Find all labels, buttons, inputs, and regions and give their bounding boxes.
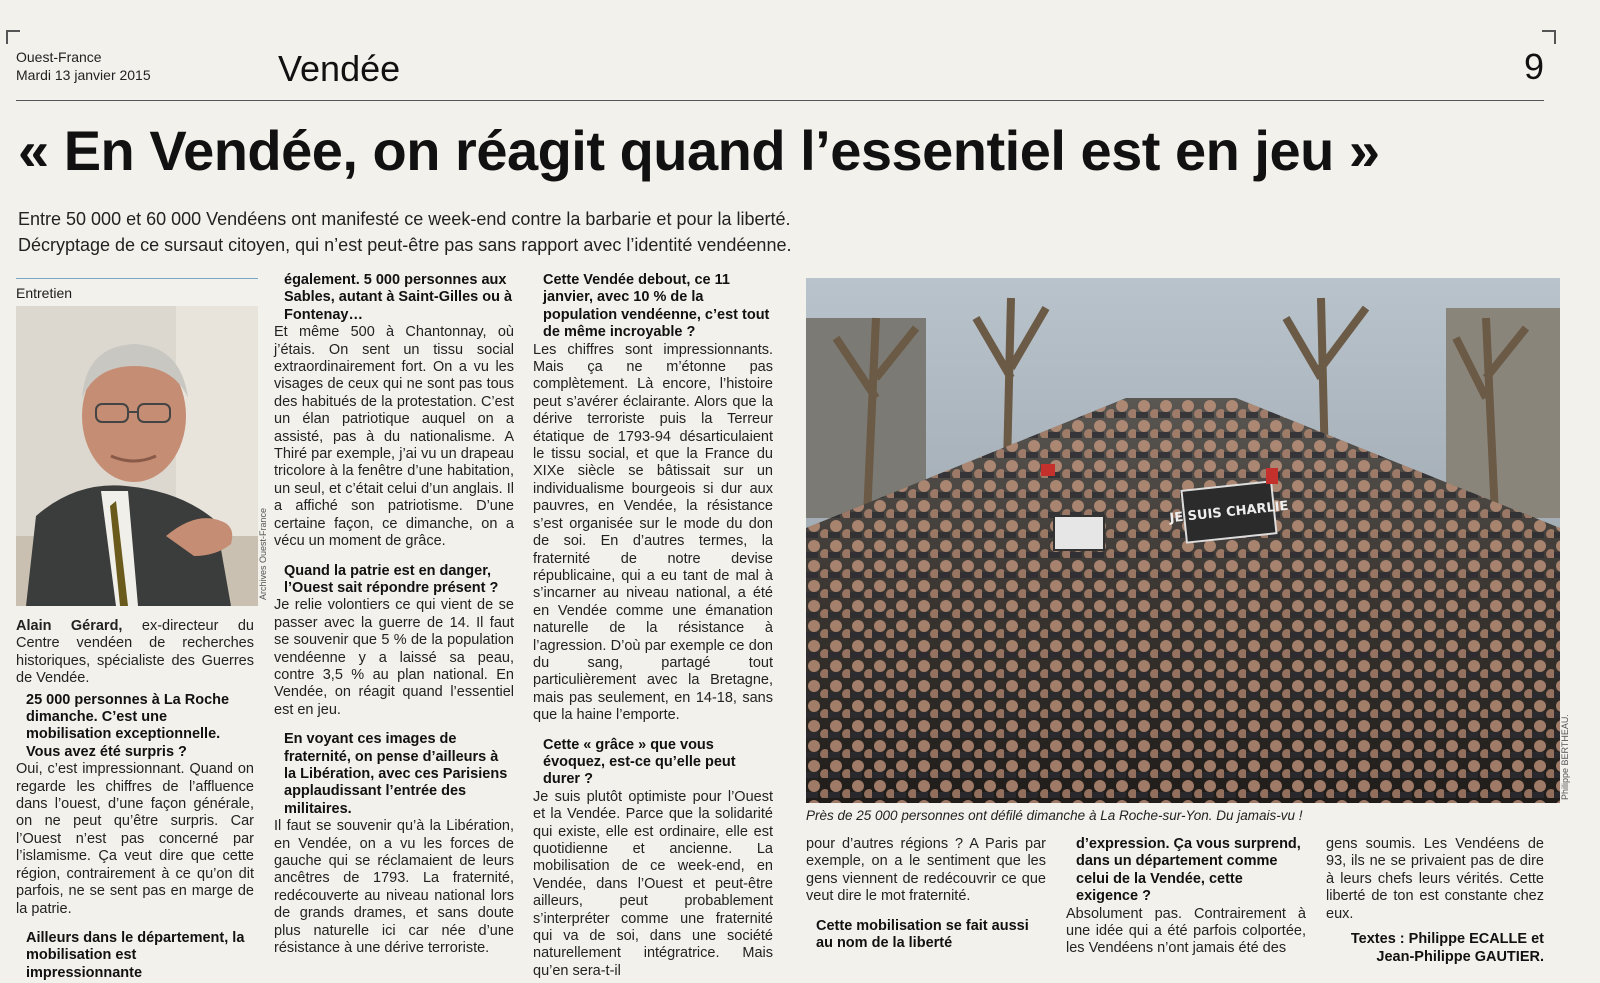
column-2 bbox=[274, 272, 514, 957]
question: Ailleurs dans le département, la mobilisation est impressionnante bbox=[26, 929, 245, 981]
crowd-photo bbox=[806, 278, 1560, 803]
answer: Il faut se souvenir qu’à la Libération, en Vendée, on a vu les forces de gauche qui se réclamaient de leurs ancêtres de 1793. La fraternité, redécouverte au niveau national lors de grands drames, et sans doute plus naturelle ici car née d’une résistance à une dérive terroriste. bbox=[274, 818, 514, 957]
standfirst-line: Entre 50 000 et 60 000 Vendéens ont manifesté ce week-end contre la barbarie et pour la liberté. bbox=[18, 209, 791, 229]
column-1 bbox=[16, 618, 254, 982]
answer: Les chiffres sont impressionnants. Mais ça ne m’étonne pas complètement. Là encore, l’histoire peut s’avérer éclairante. Alors que la dérive terroriste puis la Terreur étatique de 1793-94 désarticulaient le tissu social, et que la France du XIXe siècle se bâtissait sur un individualisme bourgeois si dur aux pauvres, en Vendée, la résistance s’est organisée sur le mode du don de soi. En d’autres termes, la fraternité de notre devise républicaine, qui a eu tant de mal à s’incarner au niveau national, a été en Vendée comme une émanation naturelle de la résistance à l’agression. D’où par exemple ce don du sang, partagé tout particulièrement avec la Bretagne, mais pas seulement, en 14-18, sans que la haine l’emporte. bbox=[533, 341, 773, 724]
question: d’expression. Ça vous surprend, dans un département comme celui de la Vendée, cette exigence ? bbox=[1076, 836, 1301, 905]
answer: gens soumis. Les Vendéens de 93, ils ne se privaient pas de dire à leurs chefs leurs vérités. Cette liberté de ton est constante chez eux. bbox=[1326, 836, 1544, 922]
protest-sign: JE SUIS CHARLIE bbox=[1168, 498, 1290, 527]
question: 25 000 personnes à La Roche dimanche. C’est une mobilisation exceptionnelle. Vous avez été surpris ? bbox=[26, 691, 230, 760]
issue-date: Mardi 13 janvier 2015 bbox=[16, 67, 151, 83]
headline: « En Vendée, on réagit quand l’essentiel est en jeu » bbox=[18, 119, 1380, 182]
column-3 bbox=[533, 272, 773, 980]
question: Cette Vendée debout, ce 11 janvier, avec 10 % de la population vendéenne, c’est tout de même incroyable ? bbox=[543, 272, 770, 341]
standfirst-line: Décryptage de ce sursaut citoyen, qui n’est peut-être pas sans rapport avec l’identité vendéenne. bbox=[18, 235, 792, 255]
page-number: 9 bbox=[1523, 46, 1544, 87]
question: également. 5 000 personnes aux Sables, autant à Saint-Gilles ou à Fontenay… bbox=[284, 272, 513, 323]
bio bbox=[16, 618, 254, 688]
crowd-illustration bbox=[806, 278, 1560, 803]
question: Quand la patrie est en danger, l’Ouest sait répondre présent ? bbox=[284, 562, 499, 596]
answer: Absolument pas. Contrairement à une idée qui a été parfois colportée, les Vendéens n’ont jamais été des bbox=[1066, 905, 1306, 957]
portrait-illustration bbox=[16, 306, 258, 606]
crop-mark bbox=[1542, 30, 1556, 44]
question: En voyant ces images de fraternité, on pense d’ailleurs à la Libération, avec ces Parisiens applaudissant l’entrée des militaires. bbox=[284, 731, 508, 817]
newspaper-name: Ouest-France bbox=[16, 49, 102, 65]
column-5 bbox=[1066, 836, 1306, 958]
column-4 bbox=[806, 836, 1046, 952]
byline bbox=[1351, 930, 1544, 966]
standfirst bbox=[18, 206, 958, 258]
question: Cette « grâce » que vous évoquez, est-ce qu’elle peut durer ? bbox=[543, 736, 736, 788]
byline-line: Jean-Philippe GAUTIER. bbox=[1376, 949, 1544, 965]
photo-caption: Près de 25 000 personnes ont défilé dimanche à La Roche-sur-Yon. Du jamais-vu ! bbox=[806, 808, 1303, 823]
interviewee-bio: ex-directeur du Centre vendéen de recherches historiques, spécialiste des Guerres de Vendée. bbox=[16, 618, 254, 687]
answer: Je relie volontiers ce qui vient de se passer avec la guerre de 14. Il faut se souvenir que 5 % de la population vendéenne y a laissé sa peau, contre 3,5 % au plan national. En Vendée, on réagit quand l’essentiel est en jeu. bbox=[274, 597, 514, 718]
question: Cette mobilisation se fait aussi au nom de la liberté bbox=[816, 917, 1029, 952]
answer: Et même 500 à Chantonnay, où j’étais. On sent un tissu social extraordinairement fort. On a vu les visages de ceux qui ne sont pas tous des habitués de la protestation. C’est un élan patriotique auquel on a assisté, pas à du nationalisme. A Thiré par exemple, j’ai vu un drapeau tricolore à la fenêtre d’une habitation, un seul, et c’était celui d’un anglais. Il a affiché son patriotisme. D’une certaine façon, ce dimanche, on a vécu un moment de grâce. bbox=[274, 324, 514, 550]
answer: Je suis plutôt optimiste pour l’Ouest et la Vendée. Parce que la solidarité qui existe, elle est ordinaire, elle est quotidienne et ancienne. La mobilisation de ce week-end, en Vendée, dans l’Ouest et peut-être ailleurs, peut probablement s’interpréter comme une fraternité qui va de soi, dans une société naturellement intégratrice. Mais qu’en sera-t-il bbox=[533, 788, 773, 979]
section-title: Vendée bbox=[278, 48, 401, 89]
answer: Oui, c’est impressionnant. Quand on regarde les chiffres de l’affluence dans l’ouest, d’une façon générale, on ne peut qu’être surpris. Car l’Ouest n’est pas concerné par l’islamisme. Ça veut dire que cette région, contrairement à ce qu’on dit parfois, ne se sent pas en marge de la patrie. bbox=[16, 761, 254, 917]
portrait-credit: Archives Ouest-France bbox=[258, 507, 268, 600]
header-rule bbox=[16, 100, 1544, 101]
rubric-label: Entretien bbox=[16, 278, 258, 309]
photo-credit: Philippe BERTHEAU. bbox=[1560, 714, 1570, 800]
byline-line: Textes : Philippe ECALLE et bbox=[1350, 931, 1544, 947]
column-6 bbox=[1326, 836, 1544, 923]
answer: pour d’autres régions ? A Paris par exemple, on a le sentiment que les gens viennent de redécouvrir ce que veut dire le mot fraternité. bbox=[806, 836, 1046, 905]
masthead bbox=[16, 48, 151, 84]
crop-mark bbox=[6, 30, 20, 44]
interviewee-name: Alain Gérard, bbox=[16, 618, 123, 634]
portrait-photo bbox=[16, 306, 258, 606]
